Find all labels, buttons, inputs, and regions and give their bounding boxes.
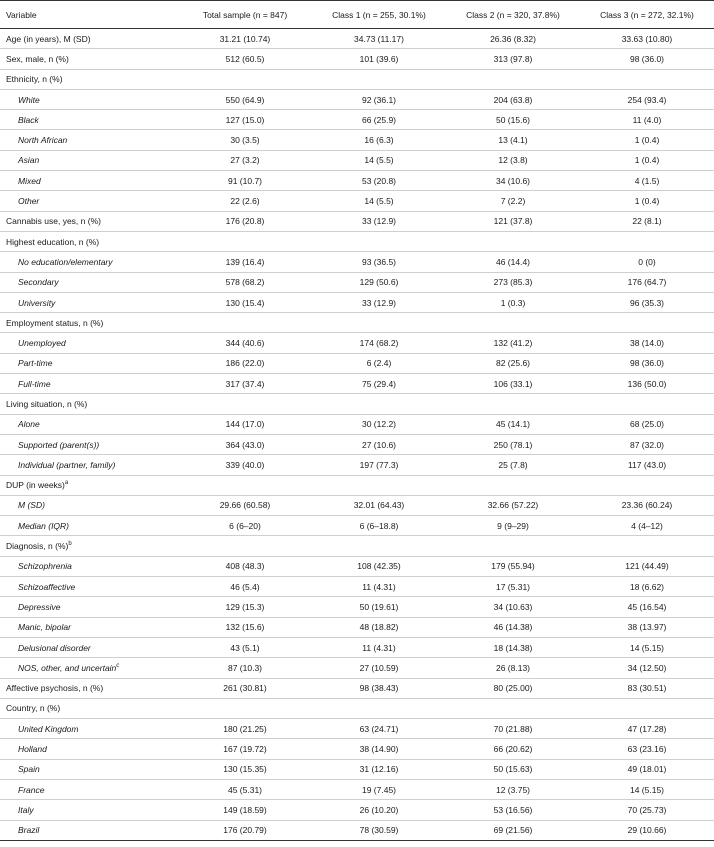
table-row [0, 820, 714, 840]
table-row [0, 110, 714, 130]
row-label-text: Median (IQR) [18, 520, 70, 531]
cell-class3: 70 (25.73) [580, 800, 714, 820]
row-label-text: Individual (partner, family) [18, 459, 116, 470]
table-row [0, 637, 714, 657]
row-label-text: Supported (parent(s)) [18, 439, 100, 450]
row-label [0, 272, 178, 292]
cell-class3 [580, 536, 714, 556]
row-label-text: Schizoaffective [18, 581, 76, 592]
cell-class1: 92 (36.1) [312, 89, 446, 109]
row-label [0, 658, 178, 678]
cell-class1: 14 (5.5) [312, 191, 446, 211]
cell-class1 [312, 69, 446, 89]
cell-class3: 14 (5.15) [580, 779, 714, 799]
row-label-text: Other [18, 196, 40, 207]
cell-total [178, 698, 312, 718]
table-row [0, 617, 714, 637]
row-label-text: No education/elementary [18, 256, 113, 267]
cell-class1: 93 (36.5) [312, 252, 446, 272]
row-label [0, 313, 178, 333]
cell-class2: 1 (0.3) [446, 292, 580, 312]
cell-class3: 29 (10.66) [580, 820, 714, 840]
row-label-text: Cannabis use, yes, n (%) [6, 216, 101, 227]
cell-class2: 179 (55.94) [446, 556, 580, 576]
cell-total: 176 (20.79) [178, 820, 312, 840]
header-row [0, 1, 714, 29]
cell-class1: 14 (5.5) [312, 150, 446, 170]
row-label [0, 800, 178, 820]
header-class3: Class 3 (n = 272, 32.1%) [580, 1, 714, 29]
row-label-text: M (SD) [18, 500, 45, 511]
row-label-text: Secondary [18, 277, 59, 288]
table-row [0, 516, 714, 536]
row-label [0, 130, 178, 150]
table-row [0, 698, 714, 718]
cell-total: 132 (15.6) [178, 617, 312, 637]
cell-class2 [446, 231, 580, 251]
table-row [0, 292, 714, 312]
cell-class2: 273 (85.3) [446, 272, 580, 292]
cell-class3: 117 (43.0) [580, 455, 714, 475]
cell-class3: 4 (1.5) [580, 171, 714, 191]
footnote-marker: a [64, 480, 69, 487]
header-class1: Class 1 (n = 255, 30.1%) [312, 1, 446, 29]
cell-class2: 121 (37.8) [446, 211, 580, 231]
cell-class3: 23.36 (60.24) [580, 495, 714, 515]
table-row [0, 495, 714, 515]
cell-class2: 12 (3.75) [446, 779, 580, 799]
cell-class3: 1 (0.4) [580, 191, 714, 211]
row-label [0, 374, 178, 394]
row-label-text: Italy [18, 804, 34, 815]
cell-class2: 32.66 (57.22) [446, 495, 580, 515]
row-label-text: Affective psychosis, n (%) [6, 683, 104, 694]
row-label [0, 516, 178, 536]
row-label-text: University [18, 297, 56, 308]
cell-class3: 1 (0.4) [580, 150, 714, 170]
row-label [0, 536, 178, 556]
cell-class1: 98 (38.43) [312, 678, 446, 698]
cell-class3: 18 (6.62) [580, 577, 714, 597]
cell-total: 30 (3.5) [178, 130, 312, 150]
cell-class1: 78 (30.59) [312, 820, 446, 840]
cell-class3: 121 (44.49) [580, 556, 714, 576]
row-label-text: Sex, male, n (%) [6, 53, 69, 64]
cell-class2 [446, 69, 580, 89]
table-row [0, 353, 714, 373]
cell-class1: 48 (18.82) [312, 617, 446, 637]
cell-class2: 66 (20.62) [446, 739, 580, 759]
cell-class2: 26.36 (8.32) [446, 29, 580, 49]
cell-class2: 53 (16.56) [446, 800, 580, 820]
cell-class1: 27 (10.59) [312, 658, 446, 678]
cell-class3: 14 (5.15) [580, 637, 714, 657]
cell-class2: 26 (8.13) [446, 658, 580, 678]
table-body [0, 29, 714, 841]
row-label-text: Employment status, n (%) [6, 317, 104, 328]
table-row [0, 739, 714, 759]
row-label-text: Alone [18, 419, 40, 430]
row-label [0, 455, 178, 475]
cell-class1: 101 (39.6) [312, 49, 446, 69]
table-row [0, 191, 714, 211]
header-variable: Variable [0, 1, 178, 29]
cell-total: 127 (15.0) [178, 110, 312, 130]
cell-class2: 46 (14.38) [446, 617, 580, 637]
cell-class1: 174 (68.2) [312, 333, 446, 353]
row-label-text: Brazil [18, 825, 40, 836]
cell-class3: 47 (17.28) [580, 719, 714, 739]
cell-class3: 38 (13.97) [580, 617, 714, 637]
row-label [0, 49, 178, 69]
cell-total: 130 (15.4) [178, 292, 312, 312]
cell-class1: 66 (25.9) [312, 110, 446, 130]
cell-total [178, 394, 312, 414]
table-row [0, 800, 714, 820]
cell-total: 46 (5.4) [178, 577, 312, 597]
row-label [0, 820, 178, 840]
table-row [0, 475, 714, 495]
row-label [0, 292, 178, 312]
cell-class1: 11 (4.31) [312, 577, 446, 597]
cell-class3: 254 (93.4) [580, 89, 714, 109]
cell-class2: 45 (14.1) [446, 414, 580, 434]
cell-total: 144 (17.0) [178, 414, 312, 434]
cell-total: 364 (43.0) [178, 434, 312, 454]
cell-class1: 33 (12.9) [312, 211, 446, 231]
cell-class1: 108 (42.35) [312, 556, 446, 576]
row-label [0, 394, 178, 414]
footnote-marker: c [116, 663, 120, 670]
cell-class3: 176 (64.7) [580, 272, 714, 292]
row-label [0, 475, 178, 495]
row-label [0, 577, 178, 597]
table-row [0, 556, 714, 576]
row-label-text: DUP (in weeks) [6, 480, 65, 491]
table-row [0, 374, 714, 394]
cell-class1 [312, 231, 446, 251]
row-label [0, 333, 178, 353]
cell-class2: 70 (21.88) [446, 719, 580, 739]
cell-total [178, 475, 312, 495]
cell-class3: 1 (0.4) [580, 130, 714, 150]
cell-class3: 38 (14.0) [580, 333, 714, 353]
row-label-text: Highest education, n (%) [6, 236, 100, 247]
cell-total: 261 (30.81) [178, 678, 312, 698]
cell-class2 [446, 475, 580, 495]
cell-class2: 7 (2.2) [446, 191, 580, 211]
row-label [0, 678, 178, 698]
table-row [0, 150, 714, 170]
cell-class2: 313 (97.8) [446, 49, 580, 69]
cell-class1: 33 (12.9) [312, 292, 446, 312]
row-label [0, 779, 178, 799]
footnote-marker: b [68, 541, 72, 548]
row-label [0, 69, 178, 89]
cell-class3: 45 (16.54) [580, 597, 714, 617]
row-label [0, 556, 178, 576]
cell-class2 [446, 313, 580, 333]
cell-total: 186 (22.0) [178, 353, 312, 373]
row-label [0, 719, 178, 739]
cell-class1: 197 (77.3) [312, 455, 446, 475]
table-row [0, 455, 714, 475]
cell-class2: 34 (10.6) [446, 171, 580, 191]
row-label [0, 171, 178, 191]
cell-class3: 0 (0) [580, 252, 714, 272]
table-row [0, 313, 714, 333]
row-label-text: Black [18, 114, 39, 125]
cell-total: 29.66 (60.58) [178, 495, 312, 515]
table-row [0, 779, 714, 799]
cell-class2 [446, 536, 580, 556]
cell-total: 91 (10.7) [178, 171, 312, 191]
cell-total: 129 (15.3) [178, 597, 312, 617]
cell-class1 [312, 536, 446, 556]
table-row [0, 89, 714, 109]
cell-class2: 50 (15.63) [446, 759, 580, 779]
row-label-text: Depressive [18, 601, 61, 612]
row-label [0, 150, 178, 170]
row-label [0, 29, 178, 49]
cell-class3: 33.63 (10.80) [580, 29, 714, 49]
cell-class2 [446, 394, 580, 414]
cell-class2: 132 (41.2) [446, 333, 580, 353]
cell-class2: 9 (9–29) [446, 516, 580, 536]
table-row [0, 29, 714, 49]
cell-class1: 30 (12.2) [312, 414, 446, 434]
cell-class2: 18 (14.38) [446, 637, 580, 657]
header-total: Total sample (n = 847) [178, 1, 312, 29]
row-label [0, 191, 178, 211]
cell-total: 6 (6–20) [178, 516, 312, 536]
cell-total [178, 313, 312, 333]
table-row [0, 434, 714, 454]
cell-class2: 17 (5.31) [446, 577, 580, 597]
cell-class1: 11 (4.31) [312, 637, 446, 657]
table-row [0, 759, 714, 779]
cell-class2: 25 (7.8) [446, 455, 580, 475]
cell-class1: 16 (6.3) [312, 130, 446, 150]
cell-class2: 50 (15.6) [446, 110, 580, 130]
cell-total: 180 (21.25) [178, 719, 312, 739]
cell-total: 408 (48.3) [178, 556, 312, 576]
cell-class3: 136 (50.0) [580, 374, 714, 394]
row-label-text: Living situation, n (%) [6, 398, 88, 409]
cell-total: 317 (37.4) [178, 374, 312, 394]
cell-class1: 27 (10.6) [312, 434, 446, 454]
row-label-text: Full-time [18, 378, 51, 389]
cell-class3: 68 (25.0) [580, 414, 714, 434]
cell-class3: 63 (23.16) [580, 739, 714, 759]
cell-class3 [580, 69, 714, 89]
table-row [0, 171, 714, 191]
row-label-text: Unemployed [18, 338, 66, 349]
cell-total: 550 (64.9) [178, 89, 312, 109]
row-label-text: Asian [18, 155, 40, 166]
cell-class3 [580, 698, 714, 718]
row-label-text: Ethnicity, n (%) [6, 74, 63, 85]
cell-class3: 98 (36.0) [580, 353, 714, 373]
cell-total: 43 (5.1) [178, 637, 312, 657]
cell-class3: 22 (8.1) [580, 211, 714, 231]
header-class2: Class 2 (n = 320, 37.8%) [446, 1, 580, 29]
row-label-text: White [18, 94, 40, 105]
row-label [0, 231, 178, 251]
row-label-text: Diagnosis, n (%) [6, 541, 69, 552]
row-label [0, 110, 178, 130]
table-row [0, 333, 714, 353]
cell-class2: 69 (21.56) [446, 820, 580, 840]
cell-total: 344 (40.6) [178, 333, 312, 353]
cell-class2: 106 (33.1) [446, 374, 580, 394]
cell-class2: 12 (3.8) [446, 150, 580, 170]
table-row [0, 678, 714, 698]
cell-class2: 82 (25.6) [446, 353, 580, 373]
row-label [0, 252, 178, 272]
cell-total: 139 (16.4) [178, 252, 312, 272]
row-label-text: Schizophrenia [18, 561, 72, 572]
row-label-text: France [18, 784, 45, 795]
row-label [0, 353, 178, 373]
cell-class1: 50 (19.61) [312, 597, 446, 617]
table-row [0, 252, 714, 272]
table-row [0, 597, 714, 617]
table-row [0, 394, 714, 414]
cell-class1 [312, 313, 446, 333]
cell-total: 130 (15.35) [178, 759, 312, 779]
cell-class3 [580, 394, 714, 414]
row-label [0, 597, 178, 617]
cell-total: 176 (20.8) [178, 211, 312, 231]
row-label-text: Manic, bipolar [18, 622, 71, 633]
cell-class1: 38 (14.90) [312, 739, 446, 759]
cell-class1 [312, 698, 446, 718]
row-label-text: Part-time [18, 358, 53, 369]
cell-class1: 31 (12.16) [312, 759, 446, 779]
row-label-text: Mixed [18, 175, 41, 186]
cell-class1: 129 (50.6) [312, 272, 446, 292]
table-row [0, 69, 714, 89]
table-row [0, 719, 714, 739]
cell-class1: 34.73 (11.17) [312, 29, 446, 49]
cell-class1: 63 (24.71) [312, 719, 446, 739]
cell-class3: 11 (4.0) [580, 110, 714, 130]
cell-total [178, 231, 312, 251]
row-label-text: Age (in years), M (SD) [6, 33, 91, 44]
row-label [0, 414, 178, 434]
row-label [0, 739, 178, 759]
cell-total: 167 (19.72) [178, 739, 312, 759]
table-row [0, 414, 714, 434]
row-label [0, 434, 178, 454]
table-row [0, 49, 714, 69]
row-label [0, 637, 178, 657]
cell-class2: 34 (10.63) [446, 597, 580, 617]
cell-class3: 4 (4–12) [580, 516, 714, 536]
cell-total: 512 (60.5) [178, 49, 312, 69]
table-row [0, 577, 714, 597]
cell-class2: 13 (4.1) [446, 130, 580, 150]
table-row [0, 536, 714, 556]
row-label-text: Country, n (%) [6, 703, 61, 714]
cell-class3: 83 (30.51) [580, 678, 714, 698]
cell-class3: 34 (12.50) [580, 658, 714, 678]
cell-total: 87 (10.3) [178, 658, 312, 678]
row-label-text: Spain [18, 764, 40, 775]
table-row [0, 211, 714, 231]
cell-class2: 250 (78.1) [446, 434, 580, 454]
cell-class2: 80 (25.00) [446, 678, 580, 698]
cell-class3: 98 (36.0) [580, 49, 714, 69]
cell-total: 45 (5.31) [178, 779, 312, 799]
row-label [0, 89, 178, 109]
cell-class3 [580, 475, 714, 495]
cell-class1: 19 (7.45) [312, 779, 446, 799]
row-label [0, 495, 178, 515]
table-row [0, 658, 714, 678]
cell-class2 [446, 698, 580, 718]
table-row [0, 231, 714, 251]
cell-class1 [312, 394, 446, 414]
cell-class1 [312, 475, 446, 495]
cell-class3: 49 (18.01) [580, 759, 714, 779]
cell-class2: 46 (14.4) [446, 252, 580, 272]
cell-total: 339 (40.0) [178, 455, 312, 475]
cell-total: 578 (68.2) [178, 272, 312, 292]
row-label-text: North African [18, 135, 68, 146]
row-label-text: United Kingdom [18, 723, 79, 734]
cell-class1: 53 (20.8) [312, 171, 446, 191]
cell-class1: 6 (6–18.8) [312, 516, 446, 536]
cell-total: 31.21 (10.74) [178, 29, 312, 49]
cell-class3 [580, 231, 714, 251]
cell-class1: 26 (10.20) [312, 800, 446, 820]
row-label [0, 211, 178, 231]
row-label-text: Holland [18, 744, 47, 755]
row-label-text: Delusional disorder [18, 642, 91, 653]
row-label [0, 759, 178, 779]
cell-total: 149 (18.59) [178, 800, 312, 820]
cell-class2: 204 (63.8) [446, 89, 580, 109]
cell-total [178, 69, 312, 89]
cell-total [178, 536, 312, 556]
cell-total: 27 (3.2) [178, 150, 312, 170]
cell-class1: 32.01 (64.43) [312, 495, 446, 515]
cell-class3: 96 (35.3) [580, 292, 714, 312]
table-row [0, 272, 714, 292]
cell-class1: 75 (29.4) [312, 374, 446, 394]
row-label [0, 698, 178, 718]
row-label-text: NOS, other, and uncertain [18, 662, 117, 673]
table-row [0, 130, 714, 150]
row-label [0, 617, 178, 637]
cell-total: 22 (2.6) [178, 191, 312, 211]
cell-class3 [580, 313, 714, 333]
cell-class3: 87 (32.0) [580, 434, 714, 454]
cell-class1: 6 (2.4) [312, 353, 446, 373]
